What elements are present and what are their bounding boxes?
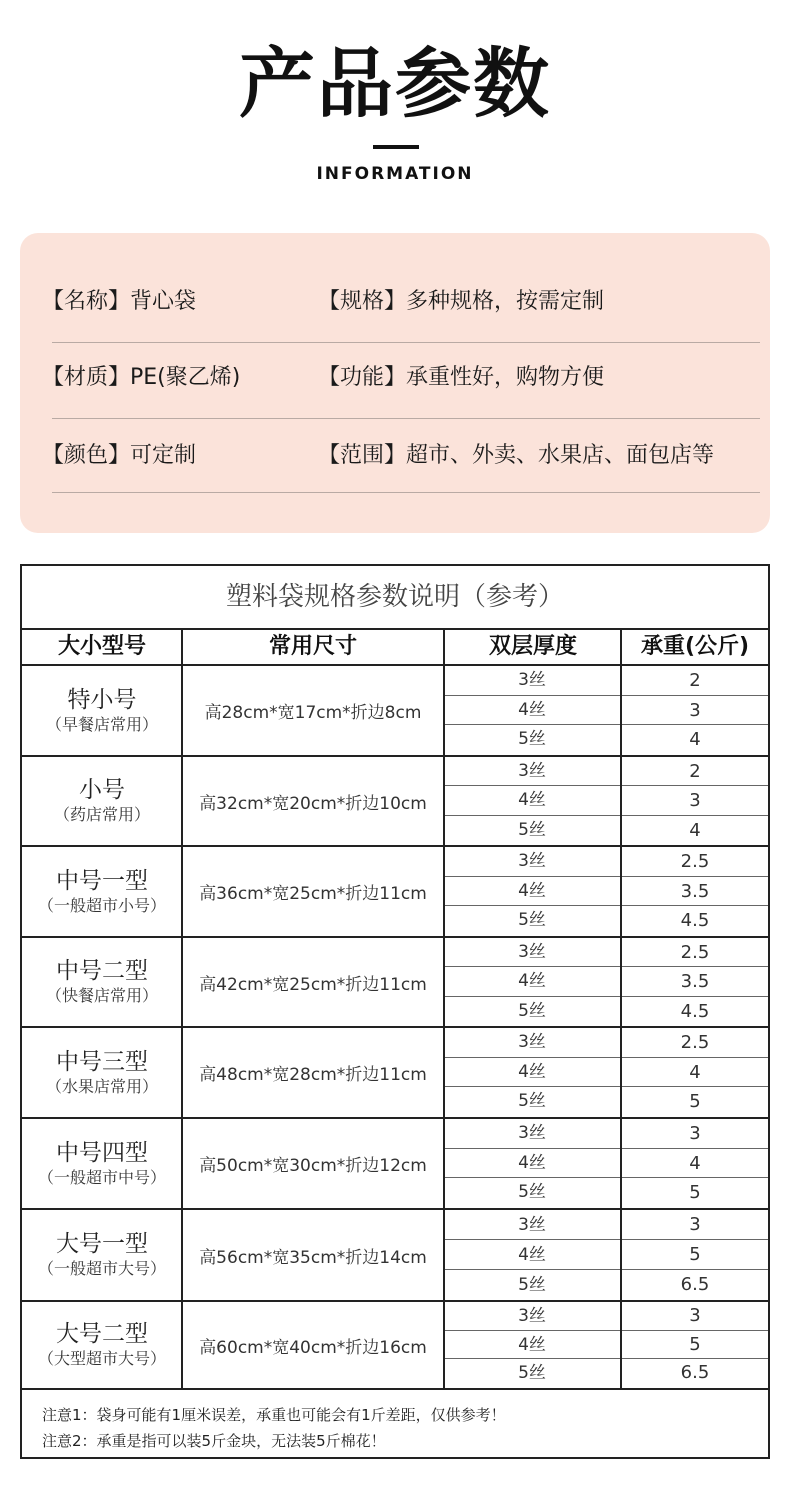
thickness-cell: 4丝 xyxy=(518,699,546,720)
load-cell: 3 xyxy=(689,1123,701,1144)
thickness-cell: 5丝 xyxy=(518,1182,546,1203)
thickness-cell: 3丝 xyxy=(518,1123,546,1143)
model-name: 中号四型 xyxy=(56,1139,148,1166)
table-row xyxy=(444,1302,768,1331)
model-usage: （药店常用） xyxy=(53,805,150,824)
info-row xyxy=(42,267,760,343)
size-cell: 高60cm*宽40cm*折边16cm xyxy=(199,1337,427,1358)
model-usage: （一般超市大号） xyxy=(37,1259,166,1278)
size-cell: 高42cm*宽25cm*折边11cm xyxy=(199,974,427,995)
size-cell: 高36cm*宽25cm*折边11cm xyxy=(199,884,427,904)
model-cell xyxy=(22,1302,182,1388)
table-row xyxy=(444,906,768,936)
model-name: 小号 xyxy=(79,777,125,803)
table-row xyxy=(444,786,768,815)
size-cell: 高28cm*宽17cm*折边8cm xyxy=(204,703,422,723)
table-row xyxy=(444,696,768,726)
table-row xyxy=(444,967,768,996)
table-row xyxy=(444,1240,768,1270)
header-load: 承重(公斤) xyxy=(622,628,768,666)
thickness-cell: 3丝 xyxy=(518,1032,546,1052)
load-cell: 5 xyxy=(689,1182,701,1204)
size-cell: 高50cm*宽30cm*折边12cm xyxy=(199,1156,427,1176)
load-cell: 4.5 xyxy=(680,910,710,932)
thickness-cell: 3丝 xyxy=(518,1215,546,1235)
info-row xyxy=(42,418,760,493)
load-cell: 3.5 xyxy=(680,880,710,902)
header-model: 大小型号 xyxy=(22,628,182,666)
load-cell: 2 xyxy=(689,761,701,782)
table-row-group xyxy=(22,1028,768,1119)
thickness-cell: 5丝 xyxy=(518,1275,546,1295)
size-cell: 高56cm*宽35cm*折边14cm xyxy=(199,1247,427,1268)
thickness-cell: 4丝 xyxy=(518,790,546,811)
table-row xyxy=(444,1178,768,1208)
table-row-group xyxy=(22,1210,768,1302)
page-subtitle: INFORMATION xyxy=(316,164,474,184)
table-row xyxy=(444,666,768,696)
model-cell xyxy=(22,1210,182,1300)
load-cell: 3 xyxy=(689,699,701,721)
model-cell xyxy=(22,847,182,936)
table-row xyxy=(444,938,768,967)
model-name: 中号二型 xyxy=(56,958,148,984)
thickness-cell: 4丝 xyxy=(518,880,546,901)
spec-table xyxy=(20,564,770,1459)
size-cell: 高48cm*宽28cm*折边11cm xyxy=(199,1065,427,1085)
table-row xyxy=(444,1270,768,1300)
thickness-cell: 3丝 xyxy=(518,851,546,871)
thickness-cell: 5丝 xyxy=(518,729,546,750)
model-name: 大号一型 xyxy=(56,1231,148,1257)
model-usage: （一般超市小号） xyxy=(37,895,166,915)
thickness-cell: 4丝 xyxy=(518,1152,546,1173)
header-thickness: 双层厚度 xyxy=(444,628,622,666)
table-row-group xyxy=(22,757,768,847)
load-cell: 2 xyxy=(689,670,701,691)
model-name: 特小号 xyxy=(67,686,137,713)
model-cell xyxy=(22,1119,182,1208)
thickness-cell: 3丝 xyxy=(518,1306,546,1326)
thickness-cell: 3丝 xyxy=(518,761,546,781)
header-size: 常用尺寸 xyxy=(182,628,444,666)
load-cell: 4 xyxy=(689,1152,701,1174)
model-usage: （大型超市大号） xyxy=(37,1349,166,1368)
load-cell: 5 xyxy=(689,1244,701,1265)
table-row-group xyxy=(22,847,768,938)
column-divider xyxy=(620,628,622,1390)
model-name: 中号一型 xyxy=(56,867,148,894)
info-function: 【功能】承重性好，购物方便 xyxy=(318,365,605,390)
model-usage: （快餐店常用） xyxy=(45,986,158,1005)
model-name: 大号二型 xyxy=(56,1321,148,1347)
load-cell: 6.5 xyxy=(680,1274,710,1295)
model-cell xyxy=(22,938,182,1026)
table-row xyxy=(444,725,768,755)
model-cell xyxy=(22,757,182,845)
thickness-cell: 3丝 xyxy=(518,942,546,962)
table-row xyxy=(444,847,768,877)
table-row xyxy=(444,877,768,907)
table-row xyxy=(444,1149,768,1179)
info-row xyxy=(42,342,760,419)
load-cell: 5 xyxy=(689,1333,701,1355)
thickness-cell: 5丝 xyxy=(518,819,546,840)
table-row-group xyxy=(22,1119,768,1210)
model-name: 中号三型 xyxy=(56,1048,148,1075)
table-row xyxy=(444,1359,768,1388)
load-cell: 6.5 xyxy=(680,1362,710,1384)
info-scope: 【范围】超市、外卖、水果店、面包店等 xyxy=(318,443,715,468)
thickness-cell: 5丝 xyxy=(518,1363,546,1384)
load-cell: 2.5 xyxy=(680,851,710,872)
table-row-group xyxy=(22,938,768,1028)
thickness-cell: 4丝 xyxy=(518,1245,546,1265)
column-divider xyxy=(181,628,183,1390)
thickness-cell: 4丝 xyxy=(518,1334,546,1355)
load-cell: 5 xyxy=(689,1091,701,1113)
table-row xyxy=(444,1119,768,1149)
note-1: 注意1：袋身可能有1厘米误差，承重也可能会有1斤差距，仅供参考！ xyxy=(42,1406,506,1424)
table-row xyxy=(444,1210,768,1240)
thickness-cell: 4丝 xyxy=(518,1061,546,1082)
load-cell: 4.5 xyxy=(680,1000,710,1022)
table-row xyxy=(444,757,768,786)
load-cell: 3 xyxy=(689,1305,701,1326)
size-cell: 高32cm*宽20cm*折边10cm xyxy=(199,793,427,814)
load-cell: 4 xyxy=(689,819,701,841)
load-cell: 2.5 xyxy=(680,1032,710,1053)
thickness-cell: 5丝 xyxy=(518,910,546,931)
info-color: 【颜色】可定制 xyxy=(42,443,197,468)
page-title: 产品参数 xyxy=(239,39,551,128)
model-usage: （水果店常用） xyxy=(45,1076,158,1096)
load-cell: 4 xyxy=(689,729,701,751)
column-divider xyxy=(443,628,445,1390)
thickness-cell: 3丝 xyxy=(518,670,546,690)
table-row xyxy=(444,1058,768,1088)
table-row-group xyxy=(22,1302,768,1390)
note-2: 注意2：承重是指可以装5斤金块，无法装5斤棉花！ xyxy=(42,1432,386,1450)
load-cell: 4 xyxy=(689,1061,701,1083)
info-name: 【名称】背心袋 xyxy=(42,289,197,314)
load-cell: 3 xyxy=(689,790,701,812)
model-cell xyxy=(22,1028,182,1117)
table-row xyxy=(444,997,768,1026)
table-caption: 塑料袋规格参数说明（参考） xyxy=(22,566,768,630)
load-cell: 3 xyxy=(689,1214,701,1235)
table-row xyxy=(444,816,768,845)
thickness-cell: 5丝 xyxy=(518,1000,546,1021)
product-info-panel xyxy=(20,233,770,533)
table-row xyxy=(444,1028,768,1058)
info-spec: 【规格】多种规格，按需定制 xyxy=(318,289,605,314)
load-cell: 3.5 xyxy=(680,971,710,993)
model-usage: （早餐店常用） xyxy=(45,714,158,734)
load-cell: 2.5 xyxy=(680,942,710,963)
info-material: 【材质】PE(聚乙烯) xyxy=(42,365,241,390)
table-row-group xyxy=(22,666,768,757)
thickness-cell: 4丝 xyxy=(518,971,546,992)
table-notes xyxy=(22,1390,768,1457)
model-cell xyxy=(22,666,182,755)
table-row xyxy=(444,1331,768,1360)
model-usage: （一般超市中号） xyxy=(37,1167,166,1187)
table-row xyxy=(444,1087,768,1117)
title-divider xyxy=(373,145,419,149)
thickness-cell: 5丝 xyxy=(518,1091,546,1112)
